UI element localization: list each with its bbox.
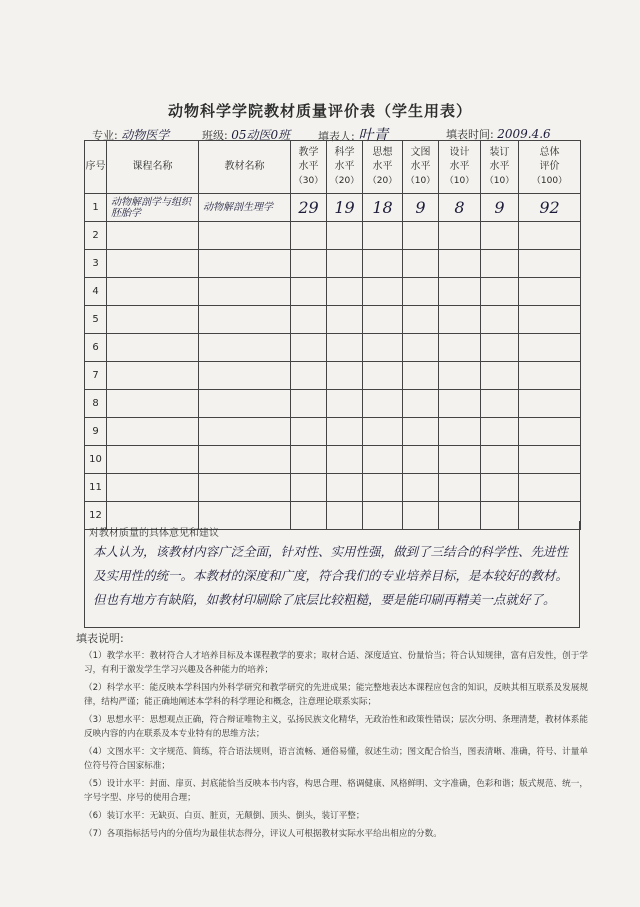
cell-textbook <box>199 194 291 222</box>
cell-teach <box>291 362 327 390</box>
header-teach: 教学 水平 （30） <box>291 141 327 194</box>
instruction-item: （4）文图水平：文字规范、简练，符合语法规则，语言流畅、通俗易懂，叙述生动；图文配合恰当，图表清晰、准确，符号、计量单位符号符合国家标准； <box>84 747 588 771</box>
cell-thought <box>363 222 403 250</box>
header-binding: 装订 水平 （10） <box>481 141 519 194</box>
cell-thought <box>363 250 403 278</box>
cell-n-text: 8 <box>92 398 99 409</box>
form-title: 动物科学学院教材质量评价表（学生用表） <box>167 102 472 120</box>
instruction-item: （6）装订水平：无缺页、白页、脏页，无颠倒、顶头、倒头，装订平整； <box>84 811 365 821</box>
cell-science <box>327 446 363 474</box>
cell-n-text: 1 <box>92 202 99 213</box>
table-row <box>85 250 581 278</box>
date-label: 填表时间: <box>446 128 494 141</box>
cell-textbook <box>199 222 291 250</box>
class-label: 班级: <box>202 129 228 142</box>
cell-binding <box>481 278 519 306</box>
cell-design <box>439 306 481 334</box>
cell-science <box>327 222 363 250</box>
table-row <box>85 474 581 502</box>
cell-total <box>519 194 581 222</box>
cell-figure <box>403 222 439 250</box>
header-course: 课程名称 <box>107 141 199 194</box>
cell-course <box>107 194 199 222</box>
cell-textbook <box>199 306 291 334</box>
cell-course-text: 动物解剖学与组织胚胎学 <box>111 196 191 219</box>
table-row <box>85 446 581 474</box>
cell-science <box>327 250 363 278</box>
cell-total <box>519 390 581 418</box>
cell-course <box>107 418 199 446</box>
cell-figure <box>403 446 439 474</box>
cell-binding <box>481 418 519 446</box>
cell-n-text: 10 <box>89 454 102 465</box>
cell-total <box>519 446 581 474</box>
class-value: 05动医0班 <box>231 128 291 142</box>
instruction-item: （2）科学水平：能反映本学科国内外科学研究和教学研究的先进成果；能完整地表达本课程应包含的知识，反映其相互联系及发展规律，结构严谨；能正确地阐述本学科的科学理论和概念，注意理论联系实际； <box>84 683 588 707</box>
cell-textbook <box>199 418 291 446</box>
cell-teach <box>291 334 327 362</box>
header-science: 科学 水平 （20） <box>327 141 363 194</box>
cell-figure <box>403 362 439 390</box>
cell-n-text: 7 <box>92 370 99 381</box>
cell-total <box>519 250 581 278</box>
cell-science <box>327 334 363 362</box>
cell-teach <box>291 194 327 222</box>
cell-n <box>85 390 107 418</box>
cell-thought <box>363 278 403 306</box>
cell-design <box>439 418 481 446</box>
cell-science <box>327 418 363 446</box>
cell-course <box>107 306 199 334</box>
cell-binding <box>481 222 519 250</box>
cell-design <box>439 194 481 222</box>
table-row <box>85 278 581 306</box>
cell-textbook <box>199 250 291 278</box>
table-row <box>85 390 581 418</box>
cell-teach <box>291 250 327 278</box>
cell-course <box>107 362 199 390</box>
cell-binding <box>481 446 519 474</box>
table-row <box>85 362 581 390</box>
opinion-label: 对教材质量的具体意见和建议 <box>89 528 219 539</box>
cell-figure <box>403 418 439 446</box>
major-label: 专业: <box>92 129 118 142</box>
cell-n <box>85 474 107 502</box>
cell-course <box>107 474 199 502</box>
opinion-box <box>84 521 580 628</box>
cell-textbook <box>199 362 291 390</box>
evaluation-table <box>84 140 581 530</box>
cell-total <box>519 222 581 250</box>
header-figure: 文图 水平 （10） <box>403 141 439 194</box>
cell-n <box>85 278 107 306</box>
cell-thought <box>363 334 403 362</box>
cell-course <box>107 446 199 474</box>
header-thought: 思想 水平 （20） <box>363 141 403 194</box>
cell-binding-text: 9 <box>494 198 505 217</box>
cell-figure <box>403 250 439 278</box>
cell-binding <box>481 362 519 390</box>
cell-design <box>439 362 481 390</box>
cell-thought <box>363 362 403 390</box>
cell-textbook <box>199 334 291 362</box>
cell-n <box>85 446 107 474</box>
cell-textbook-text: 动物解剖生理学 <box>203 202 273 213</box>
cell-teach-text: 29 <box>298 198 319 217</box>
cell-textbook <box>199 474 291 502</box>
cell-teach <box>291 222 327 250</box>
cell-design <box>439 334 481 362</box>
cell-binding <box>481 334 519 362</box>
cell-design <box>439 250 481 278</box>
cell-teach <box>291 418 327 446</box>
cell-course <box>107 222 199 250</box>
cell-n <box>85 250 107 278</box>
date-value: 2009.4.6 <box>497 127 551 141</box>
table-row <box>85 418 581 446</box>
cell-n-text: 4 <box>92 286 99 297</box>
cell-design <box>439 474 481 502</box>
cell-course <box>107 390 199 418</box>
cell-binding <box>481 194 519 222</box>
cell-n-text: 5 <box>92 314 99 325</box>
cell-thought-text: 18 <box>372 198 393 217</box>
cell-total <box>519 306 581 334</box>
cell-figure-text: 9 <box>415 198 426 217</box>
cell-design <box>439 278 481 306</box>
cell-science <box>327 362 363 390</box>
cell-science <box>327 306 363 334</box>
table-row <box>85 194 581 222</box>
instruction-item: （7）各项指标括号内的分值均为最佳状态得分，评议人可根据教材实际水平给出相应的分数。 <box>84 829 442 839</box>
cell-n-text: 2 <box>92 230 99 241</box>
instructions <box>76 632 594 845</box>
cell-total <box>519 278 581 306</box>
header-design: 设计 水平 （10） <box>439 141 481 194</box>
cell-n <box>85 306 107 334</box>
cell-teach <box>291 390 327 418</box>
table-header-row <box>85 141 581 194</box>
filler-label: 填表人: <box>318 130 355 143</box>
cell-figure <box>403 278 439 306</box>
table-row <box>85 334 581 362</box>
cell-course <box>107 334 199 362</box>
cell-n <box>85 418 107 446</box>
cell-n-text: 3 <box>92 258 99 269</box>
cell-teach <box>291 278 327 306</box>
cell-textbook <box>199 446 291 474</box>
cell-teach <box>291 306 327 334</box>
header-textbook: 教材名称 <box>199 141 291 194</box>
cell-figure <box>403 194 439 222</box>
instruction-item: （1）教学水平：教材符合人才培养目标及本课程教学的要求；取材合适、深度适宜、份量恰当；符合认知规律，富有启发性，创于学习，有利于激发学生学习兴趣及各种能力的培养； <box>84 651 588 675</box>
cell-figure <box>403 334 439 362</box>
cell-science <box>327 194 363 222</box>
table-row <box>85 306 581 334</box>
cell-thought <box>363 390 403 418</box>
instruction-item: （3）思想水平：思想观点正确，符合辩证唯物主义，弘扬民族文化精华，无政治性和政策性错误；层次分明、条理清楚，教材体系能反映内容的内在联系及本专业特有的思维方法； <box>84 715 588 739</box>
cell-total <box>519 418 581 446</box>
cell-n <box>85 222 107 250</box>
cell-textbook <box>199 390 291 418</box>
cell-n <box>85 362 107 390</box>
cell-teach <box>291 474 327 502</box>
cell-design <box>439 222 481 250</box>
cell-thought <box>363 194 403 222</box>
cell-total <box>519 474 581 502</box>
cell-science-text: 19 <box>334 198 355 217</box>
cell-total <box>519 334 581 362</box>
cell-science <box>327 474 363 502</box>
cell-science <box>327 278 363 306</box>
cell-thought <box>363 446 403 474</box>
cell-thought <box>363 474 403 502</box>
cell-binding <box>481 474 519 502</box>
instructions-heading: 填表说明: <box>76 632 124 645</box>
cell-binding <box>481 306 519 334</box>
cell-n-text: 9 <box>92 426 99 437</box>
header-total: 总体 评价 （100） <box>519 141 581 194</box>
cell-design <box>439 446 481 474</box>
cell-design-text: 8 <box>454 198 465 217</box>
instruction-item: （5）设计水平：封面、扉页、封底能恰当反映本书内容，构思合理、格调健康、风格鲜明、文字准确，色彩和谐；版式规范、统一，字号字型、序号的使用合理； <box>84 779 588 803</box>
cell-science <box>327 390 363 418</box>
cell-figure <box>403 474 439 502</box>
cell-binding <box>481 390 519 418</box>
cell-n <box>85 194 107 222</box>
cell-figure <box>403 306 439 334</box>
cell-n-text: 6 <box>92 342 99 353</box>
cell-total <box>519 362 581 390</box>
opinion-text: 本人认为，该教材内容广泛全面，针对性、实用性强，做到了三结合的科学性、先进性及实用性的统一。本教材的深度和广度，符合我们的专业培养目标，是本较好的教材。但也有地方有缺陷，如教材印刷除了底层比较粗糙，要是能印刷再精美一点就好了。 <box>93 544 569 607</box>
cell-figure <box>403 390 439 418</box>
major-value: 动物医学 <box>121 128 170 142</box>
cell-n <box>85 334 107 362</box>
cell-thought <box>363 306 403 334</box>
cell-course <box>107 278 199 306</box>
table-row <box>85 222 581 250</box>
cell-course <box>107 250 199 278</box>
cell-n-text: 12 <box>89 510 102 521</box>
cell-binding <box>481 250 519 278</box>
cell-thought <box>363 418 403 446</box>
cell-total-text: 92 <box>539 198 560 217</box>
cell-textbook <box>199 278 291 306</box>
cell-teach <box>291 446 327 474</box>
header-seq: 序号 <box>85 141 107 194</box>
cell-design <box>439 390 481 418</box>
filler-value: 叶青 <box>358 126 389 144</box>
cell-n-text: 11 <box>89 482 102 493</box>
